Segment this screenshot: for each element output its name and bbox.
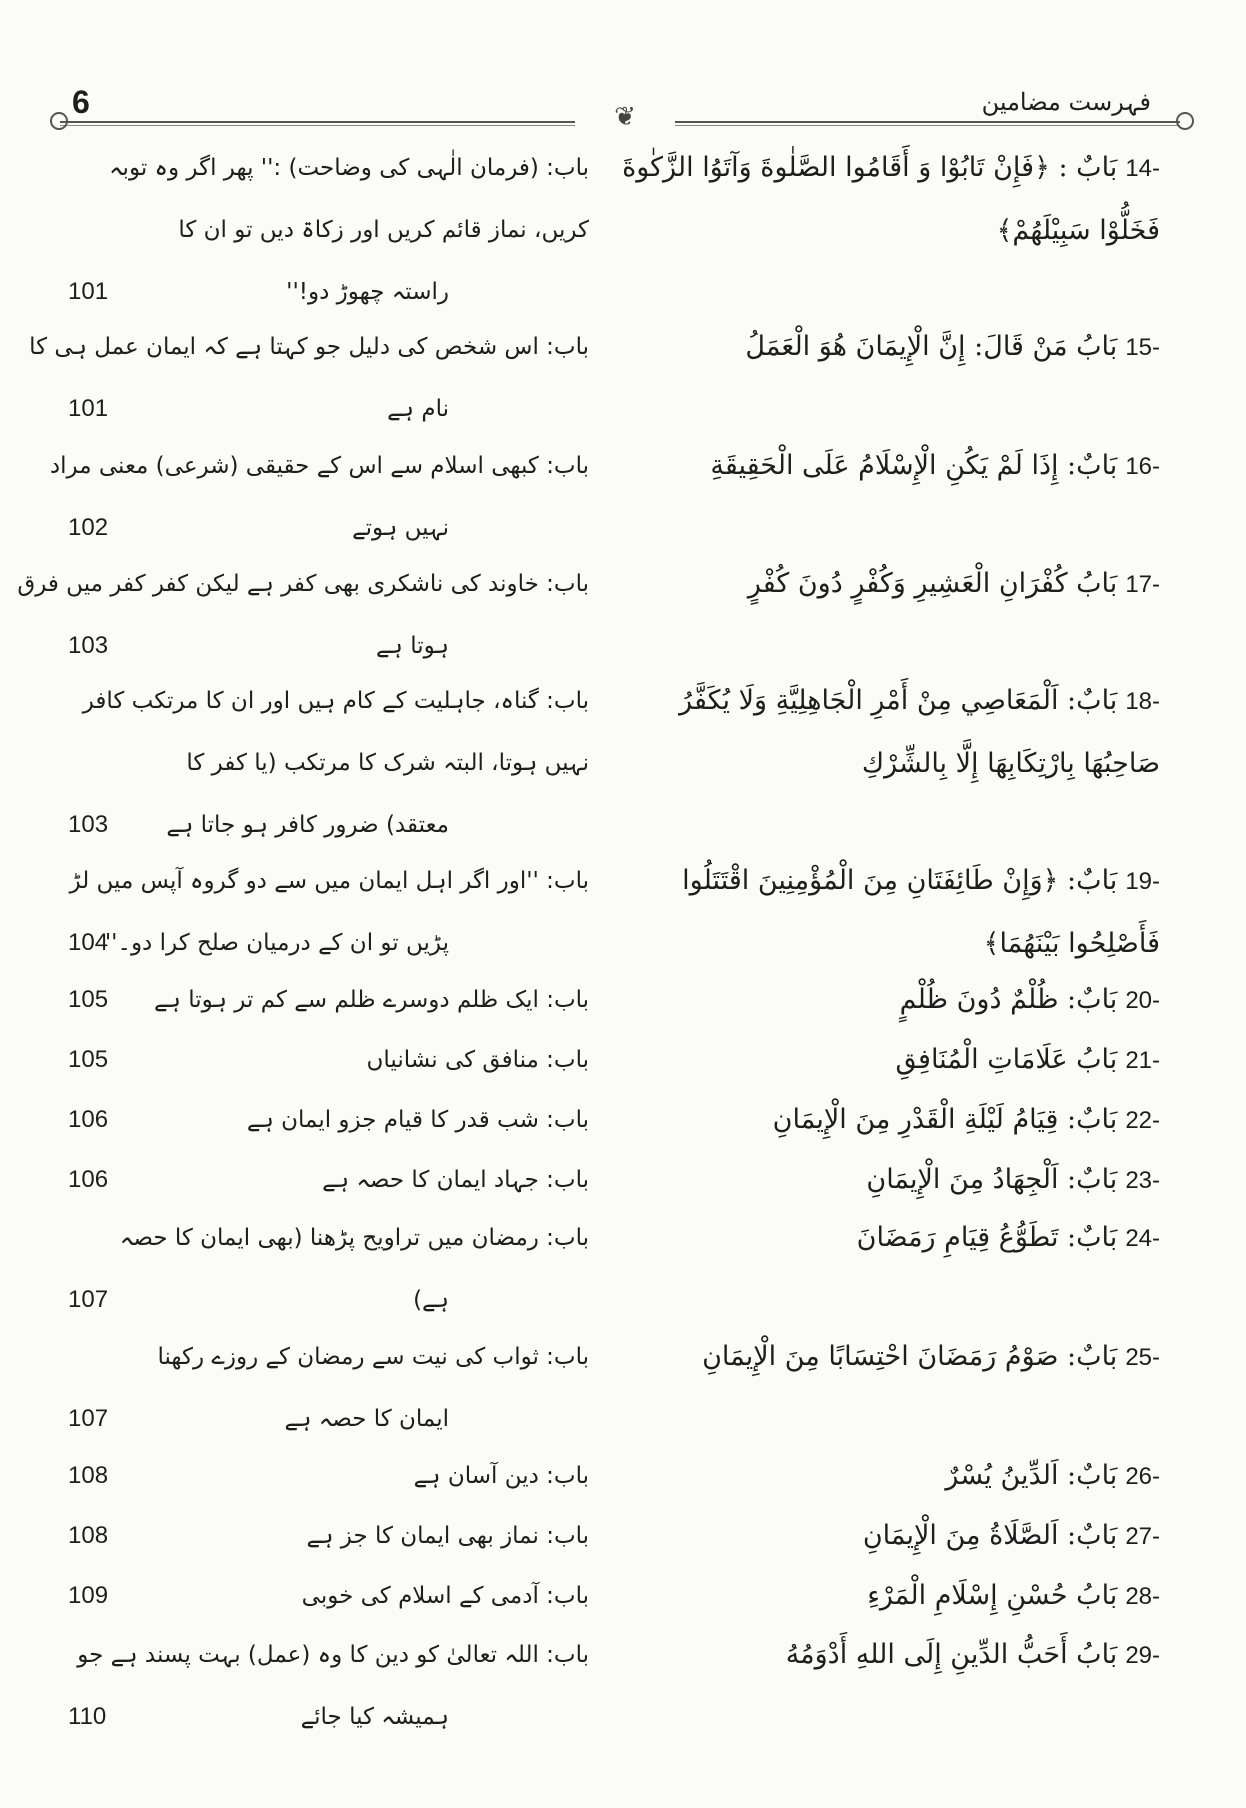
entry-number: 28- xyxy=(1125,1583,1160,1610)
urdu-line: باب: (فرمان الٰہی کی وضاحت) :'' پھر اگر وہ توبہ xyxy=(109,155,589,181)
entry-number: 15- xyxy=(1125,334,1160,361)
arabic-text: بَابٌ: اَلْمَعَاصِي مِنْ أَمْرِ الْجَاهِلِيَّةِ وَلَا يُكَفَّرُ xyxy=(679,685,1118,716)
urdu-line: باب: آدمی کے اسلام کی خوبی xyxy=(301,1583,589,1609)
arabic-chapter-title xyxy=(600,316,1160,379)
arabic-line xyxy=(600,553,1160,616)
curl-ornament-icon xyxy=(1176,112,1194,130)
arabic-line xyxy=(600,913,1160,975)
arabic-text: بَابُ عَلَامَاتِ الْمُنَافِقِ xyxy=(895,1044,1118,1075)
entry-number: 20- xyxy=(1125,987,1160,1014)
page-reference: 107 xyxy=(68,1286,109,1313)
urdu-line: ہمیشہ کیا جائے xyxy=(300,1704,449,1730)
arabic-line xyxy=(600,1624,1160,1687)
arabic-text: بَابٌ: صَوْمُ رَمَضَانَ احْتِسَابًا مِنَ الْإِيمَانِ xyxy=(702,1341,1118,1372)
entry-number: 14- xyxy=(1125,155,1160,182)
arabic-chapter-title xyxy=(600,969,1160,1032)
urdu-chapter-title xyxy=(109,1089,589,1151)
arabic-line xyxy=(600,1445,1160,1508)
arabic-text: بَابٌ: اَلدِّينُ يُسْرٌ xyxy=(945,1460,1118,1491)
urdu-line: معتقد) ضرور کافر ہو جاتا ہے xyxy=(166,812,449,838)
page-reference: 102 xyxy=(68,514,109,541)
urdu-line: باب: رمضان میں تراویح پڑھنا (بھی ایمان کا حصہ xyxy=(119,1225,589,1251)
urdu-chapter-title xyxy=(109,1326,589,1450)
arabic-text: بَابٌ: ﴿وَإِنْ طَائِفَتَانِ مِنَ الْمُؤْمِنِينَ اقْتَتَلُوا xyxy=(682,865,1118,896)
arabic-chapter-title xyxy=(600,1149,1160,1212)
page-reference: 105 xyxy=(68,986,109,1013)
page-reference: 106 xyxy=(68,1106,109,1133)
arabic-line xyxy=(600,850,1160,913)
urdu-line: نام ہے xyxy=(387,396,449,422)
arabic-text: بَابٌ : ﴿فَإِنْ تَابُوْا وَ أَقَامُوا الصَّلٰوةَ وَآتَوُا الزَّكٰوةَ xyxy=(622,152,1118,183)
arabic-text: بَابُ مَنْ قَالَ: إِنَّ الْإِيمَانَ هُوَ الْعَمَلُ xyxy=(745,331,1118,362)
arabic-chapter-title xyxy=(600,1089,1160,1152)
arabic-chapter-title xyxy=(600,670,1160,795)
urdu-line: باب: نماز بھی ایمان کا جز ہے xyxy=(306,1523,589,1549)
arabic-line xyxy=(600,1505,1160,1568)
urdu-chapter-title xyxy=(109,1149,589,1211)
urdu-line: پڑیں تو ان کے درمیان صلح کرا دو۔'' xyxy=(104,930,449,956)
page-reference: 106 xyxy=(68,1166,109,1193)
entry-number: 27- xyxy=(1125,1523,1160,1550)
urdu-chapter-title xyxy=(109,1445,589,1507)
arabic-line xyxy=(600,1029,1160,1092)
page-reference: 107 xyxy=(68,1405,109,1432)
urdu-chapter-title xyxy=(109,1207,589,1331)
arabic-line xyxy=(600,435,1160,498)
urdu-chapter-title xyxy=(109,137,589,323)
arabic-chapter-title xyxy=(600,137,1160,262)
arabic-line xyxy=(600,200,1160,262)
page-number: 6 xyxy=(72,84,90,120)
curl-ornament-icon xyxy=(50,112,68,130)
page-reference: 105 xyxy=(68,1046,109,1073)
urdu-chapter-title xyxy=(109,969,589,1031)
arabic-text: بَابُ كُفْرَانِ الْعَشِيرِ وَكُفْرٍ دُونَ كُفْرٍ xyxy=(747,568,1118,599)
arabic-line xyxy=(600,316,1160,379)
urdu-chapter-title xyxy=(109,1565,589,1627)
page-reference: 108 xyxy=(68,1462,109,1489)
arabic-chapter-title xyxy=(600,435,1160,498)
arabic-line xyxy=(600,670,1160,733)
urdu-line: ہوتا ہے xyxy=(375,633,449,659)
running-title: فہرست مضامین xyxy=(981,88,1151,116)
entry-number: 22- xyxy=(1125,1107,1160,1134)
entry-number: 25- xyxy=(1125,1344,1160,1371)
urdu-line: کریں، نماز قائم کریں اور زکاۃ دیں تو ان کا xyxy=(178,217,589,243)
entry-number: 16- xyxy=(1125,453,1160,480)
arabic-line xyxy=(600,1149,1160,1212)
arabic-text: فَخَلُّوْا سَبِيْلَهُمْ﴾ xyxy=(996,215,1160,246)
urdu-line: باب: کبھی اسلام سے اس کے حقیقی (شرعی) معنی مراد xyxy=(49,453,589,479)
entry-number: 21- xyxy=(1125,1047,1160,1074)
urdu-line: ہے) xyxy=(413,1287,449,1313)
arabic-chapter-title xyxy=(600,1445,1160,1508)
entry-number: 19- xyxy=(1125,868,1160,895)
entry-number: 18- xyxy=(1125,688,1160,715)
urdu-line: ایمان کا حصہ ہے xyxy=(284,1406,449,1432)
urdu-line: باب: خاوند کی ناشکری بھی کفر ہے لیکن کفر کفر میں فرق xyxy=(17,571,589,597)
page-reference: 104 xyxy=(68,929,109,956)
page-reference: 109 xyxy=(68,1582,109,1609)
arabic-text: بَابُ حُسْنِ إِسْلَامِ الْمَرْءِ xyxy=(867,1580,1118,1611)
urdu-line: باب: گناہ، جاہلیت کے کام ہیں اور ان کا مرتکب کافر xyxy=(82,688,589,714)
arabic-line xyxy=(600,969,1160,1032)
page-reference: 103 xyxy=(68,811,109,838)
arabic-text: بَابٌ: تَطَوُّعُ قِيَامِ رَمَضَانَ xyxy=(856,1222,1118,1253)
arabic-text: بَابٌ: قِيَامُ لَيْلَةِ الْقَدْرِ مِنَ الْإِيمَانِ xyxy=(772,1104,1118,1135)
arabic-text: صَاحِبُهَا بِارْتِكَابِهَا إِلَّا بِالشِّرْكِ xyxy=(861,748,1160,779)
arabic-line xyxy=(600,1207,1160,1270)
urdu-line: باب: دین آسان ہے xyxy=(413,1463,589,1489)
page-reference: 108 xyxy=(68,1522,109,1549)
arabic-text: بَابٌ: اَلصَّلَاةُ مِنَ الْإِيمَانِ xyxy=(862,1520,1118,1551)
entry-number: 26- xyxy=(1125,1463,1160,1490)
arabic-line xyxy=(600,1565,1160,1628)
arabic-text: فَأَصْلِحُوا بَيْنَهُمَا﴾ xyxy=(983,928,1160,959)
arabic-chapter-title xyxy=(600,1505,1160,1568)
arabic-line xyxy=(600,137,1160,200)
entry-number: 29- xyxy=(1125,1642,1160,1669)
arabic-line xyxy=(600,1326,1160,1389)
urdu-line: نہیں ہوتے xyxy=(352,515,449,541)
page-reference: 101 xyxy=(68,278,109,305)
urdu-line: باب: ایک ظلم دوسرے ظلم سے کم تر ہوتا ہے xyxy=(153,987,589,1013)
arabic-text: بَابُ أَحَبُّ الدِّينِ إِلَى اللهِ أَدْوَمُهُ xyxy=(785,1639,1118,1670)
urdu-chapter-title xyxy=(109,1029,589,1091)
entry-number: 17- xyxy=(1125,571,1160,598)
urdu-chapter-title xyxy=(109,1505,589,1567)
urdu-line: باب: ''اور اگر اہل ایمان میں سے دو گروہ آپس میں لڑ xyxy=(69,868,589,894)
urdu-line: باب: منافق کی نشانیاں xyxy=(366,1047,589,1073)
arabic-line xyxy=(600,733,1160,795)
urdu-line: باب: اس شخص کی دلیل جو کہتا ہے کہ ایمان عمل ہی کا xyxy=(29,334,589,360)
page-reference: 101 xyxy=(68,395,109,422)
arabic-chapter-title xyxy=(600,1029,1160,1092)
arabic-chapter-title xyxy=(600,553,1160,616)
arabic-chapter-title xyxy=(600,1207,1160,1270)
arabic-text: بَابٌ: ظُلْمٌ دُونَ ظُلْمٍ xyxy=(899,984,1118,1015)
arabic-chapter-title xyxy=(600,1624,1160,1687)
arabic-chapter-title xyxy=(600,850,1160,975)
urdu-line: باب: جہاد ایمان کا حصہ ہے xyxy=(322,1167,589,1193)
page-reference: 103 xyxy=(68,632,109,659)
urdu-line: نہیں ہوتا، البتہ شرک کا مرتکب (یا کفر کا xyxy=(186,750,589,776)
entry-number: 24- xyxy=(1125,1225,1160,1252)
entry-number: 23- xyxy=(1125,1167,1160,1194)
urdu-line: باب: ثواب کی نیت سے رمضان کے روزے رکھنا xyxy=(157,1344,589,1370)
page-reference: 110 xyxy=(68,1703,107,1730)
arabic-line xyxy=(600,1089,1160,1152)
arabic-text: بَابٌ: اَلْجِهَادُ مِنَ الْإِيمَانِ xyxy=(866,1164,1118,1195)
arabic-chapter-title xyxy=(600,1326,1160,1389)
urdu-line: باب: اللہ تعالیٰ کو دین کا وہ (عمل) بہت پسند ہے جو xyxy=(77,1642,589,1668)
urdu-line: راستہ چھوڑ دو!'' xyxy=(286,279,449,305)
urdu-line: باب: شب قدر کا قیام جزو ایمان ہے xyxy=(246,1107,589,1133)
floral-ornament-icon: ❦ xyxy=(575,100,675,134)
arabic-chapter-title xyxy=(600,1565,1160,1628)
arabic-text: بَابٌ: إِذَا لَمْ يَكُنِ الْإِسْلَامُ عَلَى الْحَقِيقَةِ xyxy=(710,450,1118,481)
